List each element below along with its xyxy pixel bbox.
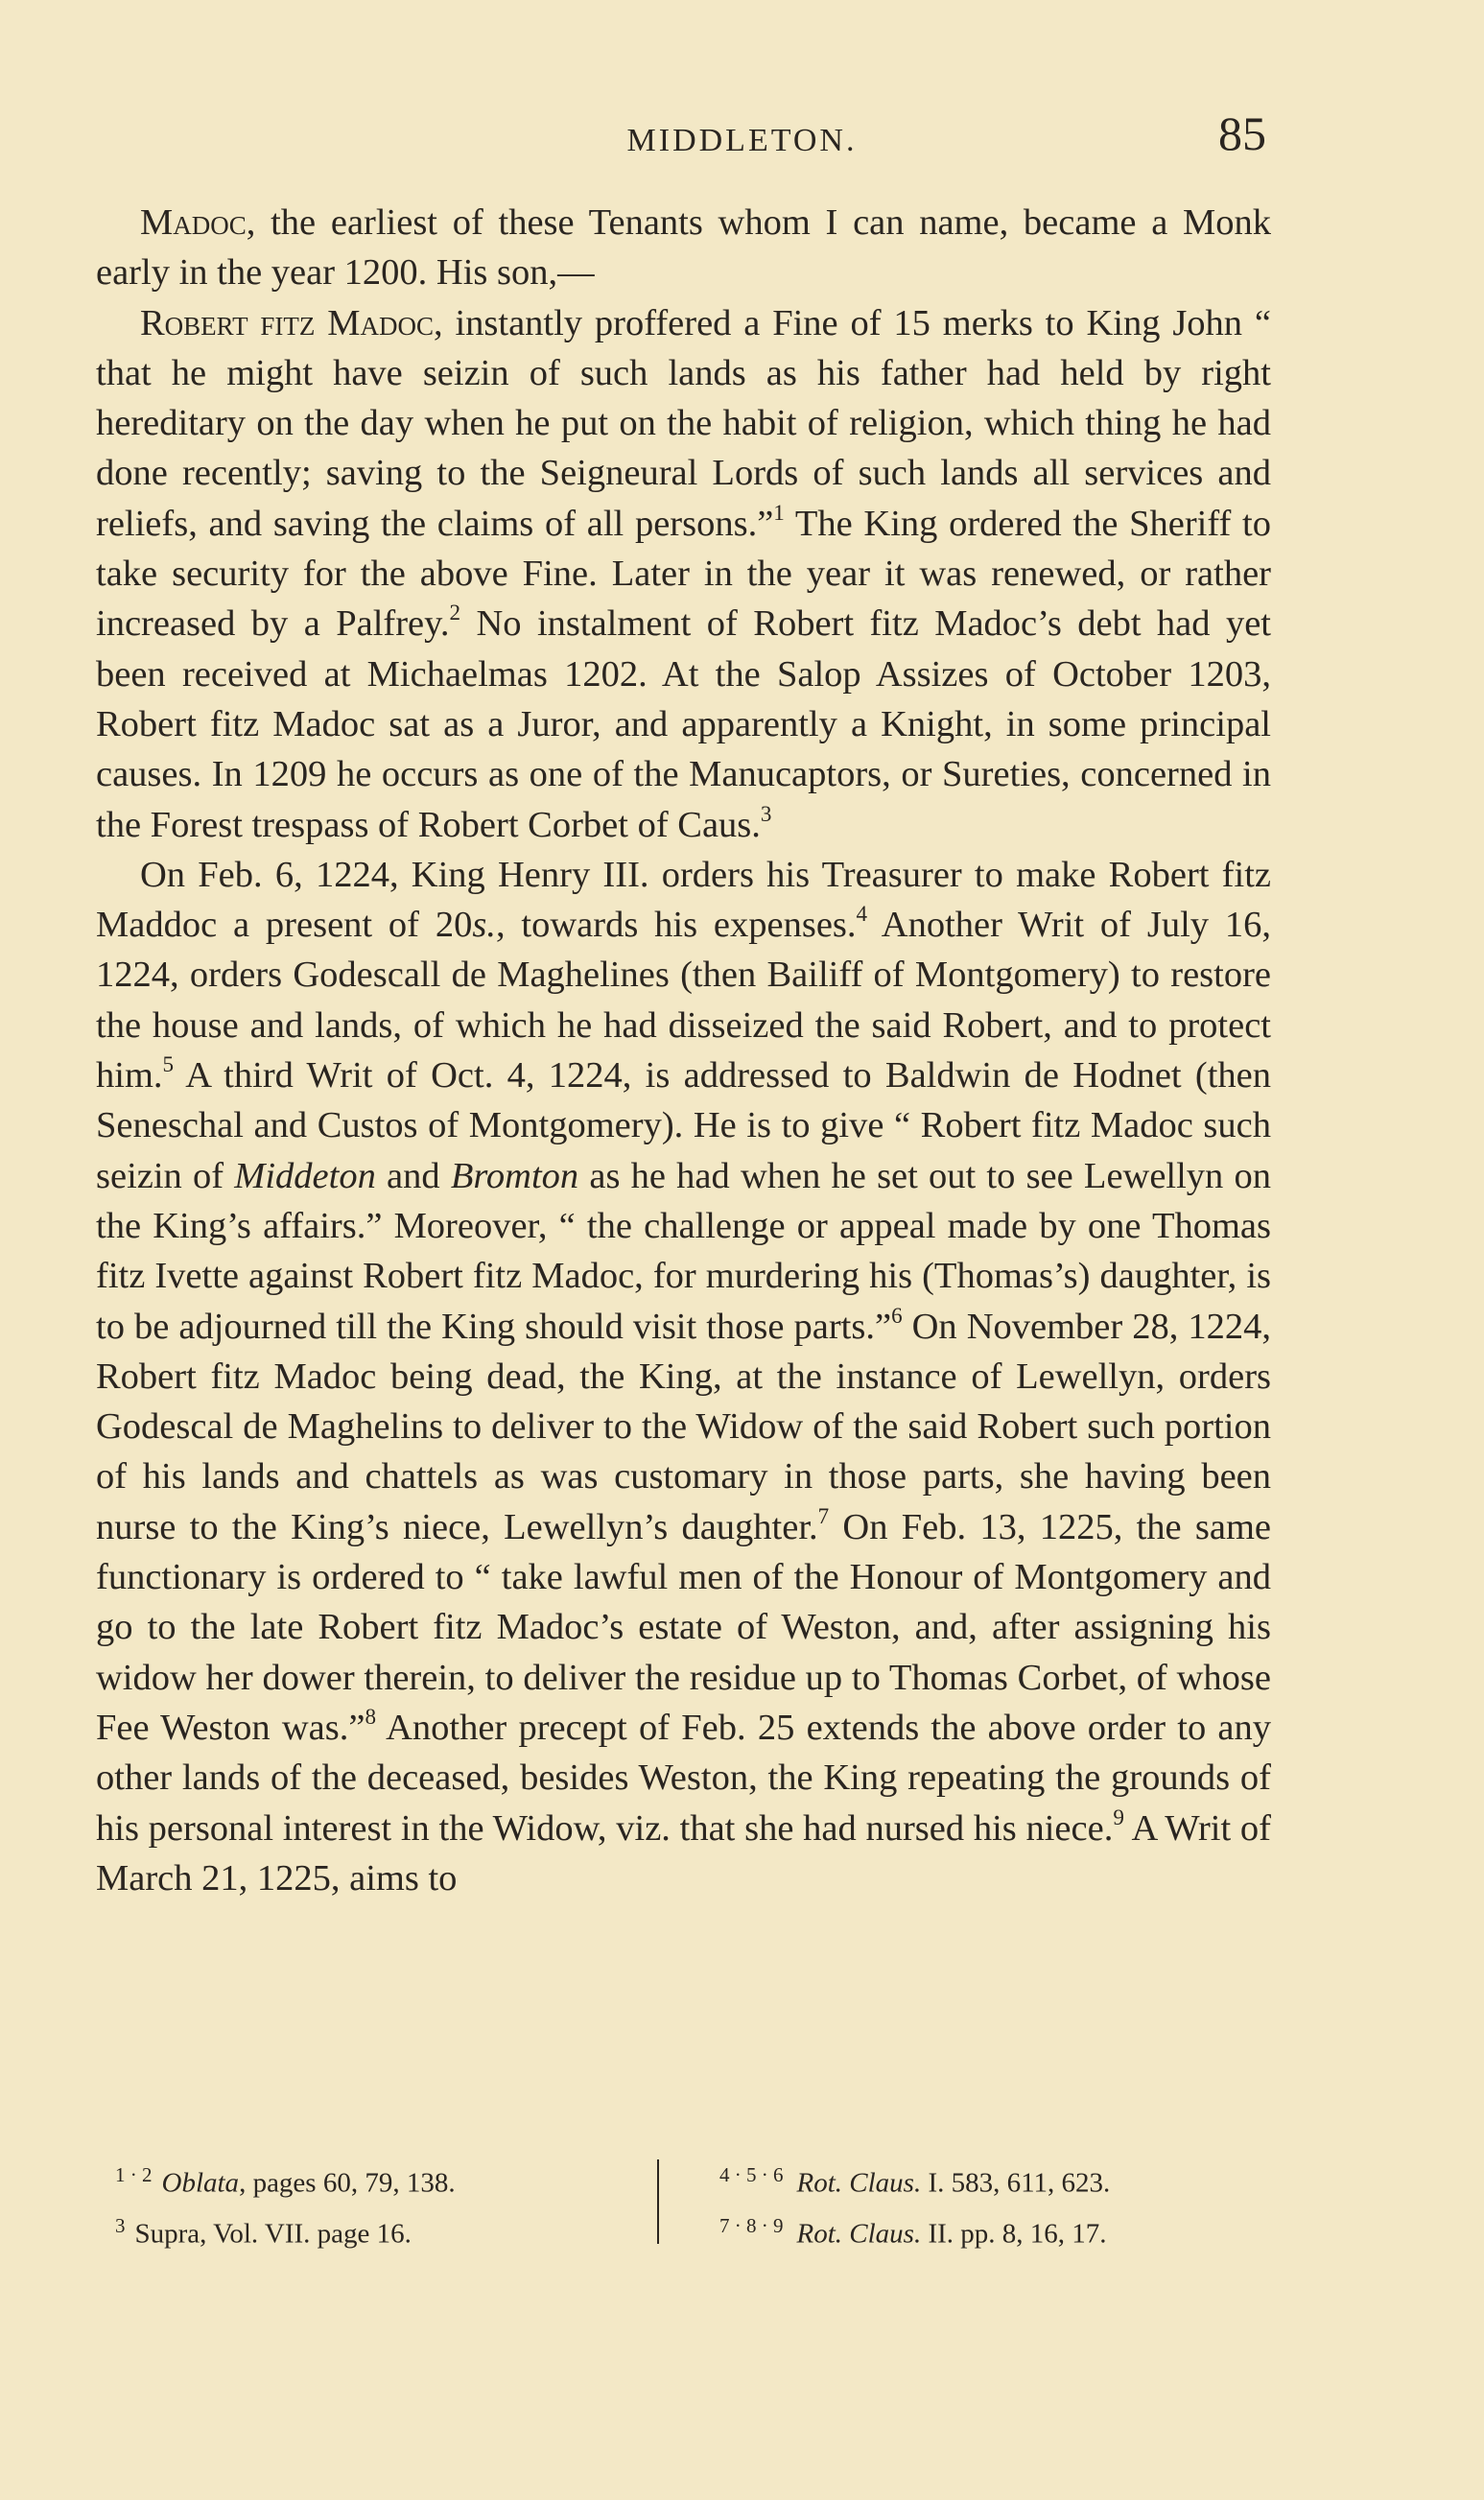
paragraph-text: , towards his expenses. xyxy=(495,905,857,946)
paragraph-2 xyxy=(96,298,1271,850)
footnote-marker: 6 xyxy=(891,1302,903,1328)
paragraph-text: On Feb. 13, 1225, the same functionary is ordered to “ take lawful men of the Honour of Montgomery and go to the late Robert fitz Madoc’s estate of Weston, and, after assigning his widow her dower therein, to deliver the residue up to Thomas Corbet, of whose Fee Weston was.” xyxy=(96,1506,1271,1748)
paragraph-1 xyxy=(96,198,1271,298)
footnote-marker: 1 xyxy=(773,499,785,525)
footnote-ref: 3 xyxy=(115,2213,126,2237)
footnote-marker: 8 xyxy=(365,1703,376,1729)
footnote-ref: 7 · 8 · 9 xyxy=(719,2213,784,2237)
paragraph-text: A Writ of March 21, 1225, aims to xyxy=(96,1807,1271,1899)
footnote-marker: 2 xyxy=(449,600,461,625)
footnote-ref: 1 · 2 xyxy=(115,2163,153,2186)
footnote-source-title: Rot. Claus. xyxy=(796,2218,922,2249)
footnote-divider xyxy=(657,2159,659,2244)
italic-text: s. xyxy=(472,905,496,946)
paragraph-text: , the earliest of these Tenants whom I can name, became a Monk early in the year 1200. His son,— xyxy=(96,202,1271,294)
footnote-text: , pages 60, 79, 138. xyxy=(239,2167,456,2199)
footnote-marker: 3 xyxy=(760,800,772,826)
page-number: 85 xyxy=(1218,106,1266,160)
name-robert-fitz-madoc: Robert fitz Madoc xyxy=(140,302,434,343)
footnote xyxy=(719,2205,1257,2255)
paragraph-text: Another Writ of July 16, 1224, orders Godescall de Maghelines (then Bailiff of Montgomery) to restore the house and lands, of which he had disseized the said Robert, and to protect him. xyxy=(96,905,1271,1097)
paragraph-3 xyxy=(96,850,1271,1903)
body-text xyxy=(96,198,1271,1903)
paragraph-text: , instantly proffered a Fine of 15 merks to King John “ that he might have seizin of such lands as his father had held by right hereditary on the day when he put on the habit of religion, which thing he had done recently; saving to the Seigneural Lords of such lands all services and reliefs, and saving the claims of all persons.” xyxy=(96,302,1271,544)
name-madoc: Madoc xyxy=(140,202,247,243)
footnote-marker: 9 xyxy=(1113,1804,1124,1829)
footnote-source-title: Oblata xyxy=(161,2167,240,2199)
page-header xyxy=(0,106,1484,182)
footnote xyxy=(115,2154,652,2205)
footnote-text: Supra, Vol. VII. page 16. xyxy=(134,2218,412,2249)
paragraph-text: On November 28, 1224, Robert fitz Madoc being dead, the King, at the instance of Lewellyn, orders Godescal de Maghelins to deliver to the Widow of the said Robert such portion of his lands and chattels as was customary in those parts, she having been nurse to the King’s niece, Lewellyn’s daughter. xyxy=(96,1306,1271,1547)
paragraph-text: The King ordered the Sheriff to take security for the above Fine. Later in the year it was renewed, or rather increased by a Palfrey. xyxy=(96,503,1271,645)
footnote-marker: 5 xyxy=(162,1050,175,1076)
footnote-marker: 7 xyxy=(817,1502,830,1528)
paragraph-text: No instalment of Robert fitz Madoc’s debt had yet been received at Michaelmas 1202. At the Salop Assizes of October 1203, Robert fitz Madoc sat as a Juror, and apparently a Knight, in some principal causes. In 1209 he occurs as one of the Manucaptors, or Sureties, concerned in the Forest trespass of Robert Corbet of Caus. xyxy=(96,603,1271,845)
paragraph-text: On Feb. 6, 1224, King Henry III. orders his Treasurer to make Robert fitz Maddoc a present of 20 xyxy=(96,854,1271,946)
paragraph-text: and xyxy=(375,1155,451,1196)
footnotes-right-column xyxy=(719,2154,1257,2254)
footnotes xyxy=(115,2154,1228,2269)
paragraph-text: Another precept of Feb. 25 extends the above order to any other lands of the deceased, besides Weston, the King repeating the grounds of his personal interest in the Widow, viz. that she had nursed his niece. xyxy=(96,1707,1271,1849)
footnote xyxy=(115,2205,652,2255)
footnote-marker: 4 xyxy=(856,901,868,926)
footnote-source-title: Rot. Claus. xyxy=(796,2167,922,2199)
italic-place-name: Middeton xyxy=(234,1155,376,1196)
footnote-ref: 4 · 5 · 6 xyxy=(719,2163,784,2186)
running-title: MIDDLETON. xyxy=(626,123,858,158)
footnotes-left-column xyxy=(115,2154,652,2254)
footnote-text: II. pp. 8, 16, 17. xyxy=(921,2218,1107,2249)
footnote xyxy=(719,2154,1257,2205)
italic-place-name: Bromton xyxy=(450,1155,579,1196)
paragraph-text: A third Writ of Oct. 4, 1224, is addressed to Baldwin de Hodnet (then Seneschal and Custos of Montgomery). He is to give “ Robert fitz Madoc such seizin of xyxy=(96,1055,1271,1196)
footnote-text: I. 583, 611, 623. xyxy=(921,2167,1111,2199)
paragraph-text: as he had when he set out to see Lewellyn on the King’s affairs.” Moreover, “ the challenge or appeal made by one Thomas fitz Ivette against Robert fitz Madoc, for murdering his (Thomas’s) daughter, is to be adjourned till the King should visit those parts.” xyxy=(96,1155,1272,1347)
